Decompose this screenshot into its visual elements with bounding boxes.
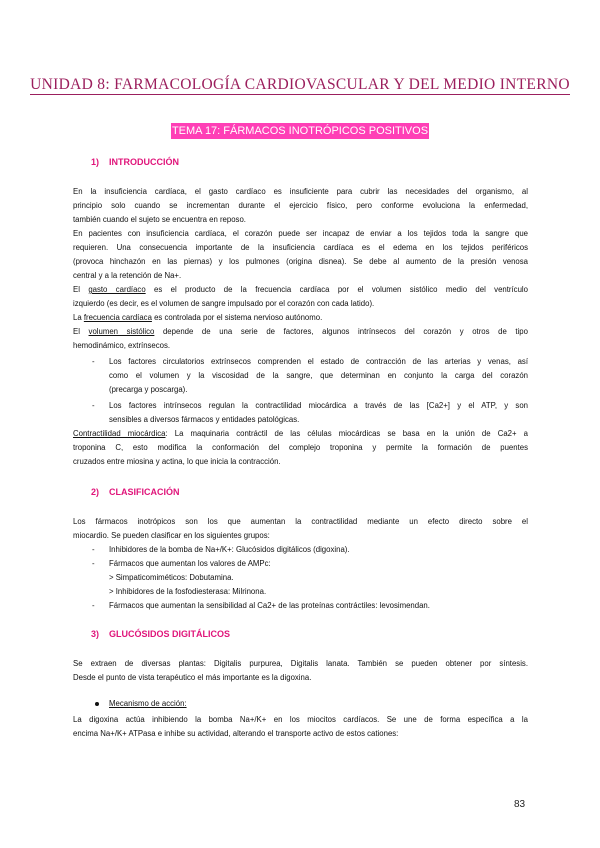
- list-subitem: > Simpaticomiméticos: Dobutamina.: [109, 573, 234, 582]
- list-item-line: Los factores circulatorios extrínsecos comprenden el estado de contracción de las arterias y venas, así: [109, 357, 528, 366]
- list-item-line: como el volumen y la viscosidad de la sangre, que determinan en conjunto la carga del corazón: [109, 371, 528, 380]
- paragraph-line: (provoca hinchazón en las piernas) y los pulmones (origina disnea). Se debe al aumento de la presión venosa: [73, 257, 528, 266]
- section-heading-introduccion: 1) INTRODUCCIÓN: [91, 157, 179, 167]
- paragraph-line: En la insuficiencia cardíaca, el gasto cardíaco es insuficiente para cubrir las necesidades del organismo, al: [73, 187, 528, 196]
- paragraph-line: hemodinámico, extrínsecos.: [73, 341, 171, 350]
- paragraph-line: cruzados entre miosina y actina, lo que inicia la contracción.: [73, 457, 281, 466]
- paragraph-line: requieren. Una consecuencia importante de la insuficiencia cardíaca es el edema en los tejidos periféricos: [73, 243, 528, 252]
- section-heading-glucosidos-digitalicos: 3) GLUCÓSIDOS DIGITÁLICOS: [91, 629, 231, 639]
- paragraph-line: En pacientes con insuficiencia cardíaca, el corazón puede ser incapaz de enviar a los tejidos toda la sangre que: [73, 229, 528, 238]
- paragraph-line: encima Na+/K+ ATPasa e inhibe su actividad, alterando el transporte activo de estos cationes:: [73, 729, 399, 738]
- paragraph-line: El volumen sistólico depende de una serie de factores, algunos intrínsecos del corazón y otros de tipo: [73, 327, 528, 336]
- term-contractilidad-miocardica: Contractilidad miocárdica: [73, 429, 166, 438]
- term-volumen-sistolico: volumen sistólico: [88, 327, 155, 336]
- unit-title: UNIDAD 8: FARMACOLOGÍA CARDIOVASCULAR Y DEL MEDIO INTERNO: [30, 76, 570, 93]
- paragraph-line: troponina C, esto modifica la conformación del complejo troponina y permite la formación de puentes: [73, 443, 528, 452]
- list-item: Inhibidores de la bomba de Na+/K+: Glucósidos digitálicos (digoxina).: [109, 545, 350, 554]
- dash-bullet: -: [92, 401, 95, 410]
- paragraph-line: miocardio. Se pueden clasificar en los siguientes grupos:: [73, 531, 270, 540]
- list-item-line: (precarga y poscarga).: [109, 385, 188, 394]
- list-item-line: sensibles a diversos fármacos y entidades patológicas.: [109, 415, 300, 424]
- paragraph-line: principio solo cuando se incrementan durante el ejercicio físico, pero conforme evoluciona la enfermedad,: [73, 201, 528, 210]
- term-frecuencia-cardiaca: frecuencia cardíaca: [83, 313, 152, 322]
- paragraph-line: Contractilidad miocárdica: La maquinaria contráctil de las células miocárdicas se basa en la unión de Ca2+ a: [73, 429, 528, 438]
- list-item-line: Los factores intrínsecos regulan la contractilidad miocárdica a través de las [Ca2+] y el ATP, y son: [109, 401, 528, 410]
- mechanism-label: Mecanismo de acción:: [109, 699, 187, 708]
- dash-bullet: -: [92, 545, 95, 554]
- paragraph-line: La digoxina actúa inhibiendo la bomba Na+/K+ en los miocitos cardíacos. Se une de forma específica a la: [73, 715, 528, 724]
- paragraph-line: central y a la retención de Na+.: [73, 271, 182, 280]
- paragraph-line: El gasto cardíaco es el producto de la frecuencia cardíaca por el volumen sistólico medio del ventrículo: [73, 285, 528, 294]
- bullet-dot: [95, 702, 99, 706]
- page-number: 83: [514, 799, 526, 810]
- section-heading-clasificacion: 2) CLASIFICACIÓN: [91, 487, 180, 497]
- paragraph-line: izquierdo (es decir, es el volumen de sangre impulsado por el corazón con cada latido).: [73, 299, 375, 308]
- dash-bullet: -: [92, 559, 95, 568]
- term-gasto-cardiaco: gasto cardíaco: [88, 285, 146, 294]
- paragraph-line: Los fármacos inotrópicos son los que aumentan la contractilidad mediante un efecto directo sobre el: [73, 517, 528, 526]
- paragraph-line: La frecuencia cardíaca es controlada por el sistema nervioso autónomo.: [73, 313, 323, 322]
- list-item: Fármacos que aumentan los valores de AMPc:: [109, 559, 271, 568]
- list-subitem: > Inhibidores de la fosfodiesterasa: Milrinona.: [109, 587, 267, 596]
- dash-bullet: -: [92, 357, 95, 366]
- paragraph-line: Desde el punto de vista terapéutico el más importante es la digoxina.: [73, 673, 312, 682]
- paragraph-line: Se extraen de diversas plantas: Digitalis purpurea, Digitalis lanata. También se pueden obtener por síntesis.: [73, 659, 528, 668]
- list-item: Fármacos que aumentan la sensibilidad al Ca2+ de las proteínas contráctiles: levosimendan.: [109, 601, 430, 610]
- paragraph-line: también cuando el sujeto se encuentra en reposo.: [73, 215, 246, 224]
- dash-bullet: -: [92, 601, 95, 610]
- theme-title: TEMA 17: FÁRMACOS INOTRÓPICOS POSITIVOS: [171, 125, 429, 137]
